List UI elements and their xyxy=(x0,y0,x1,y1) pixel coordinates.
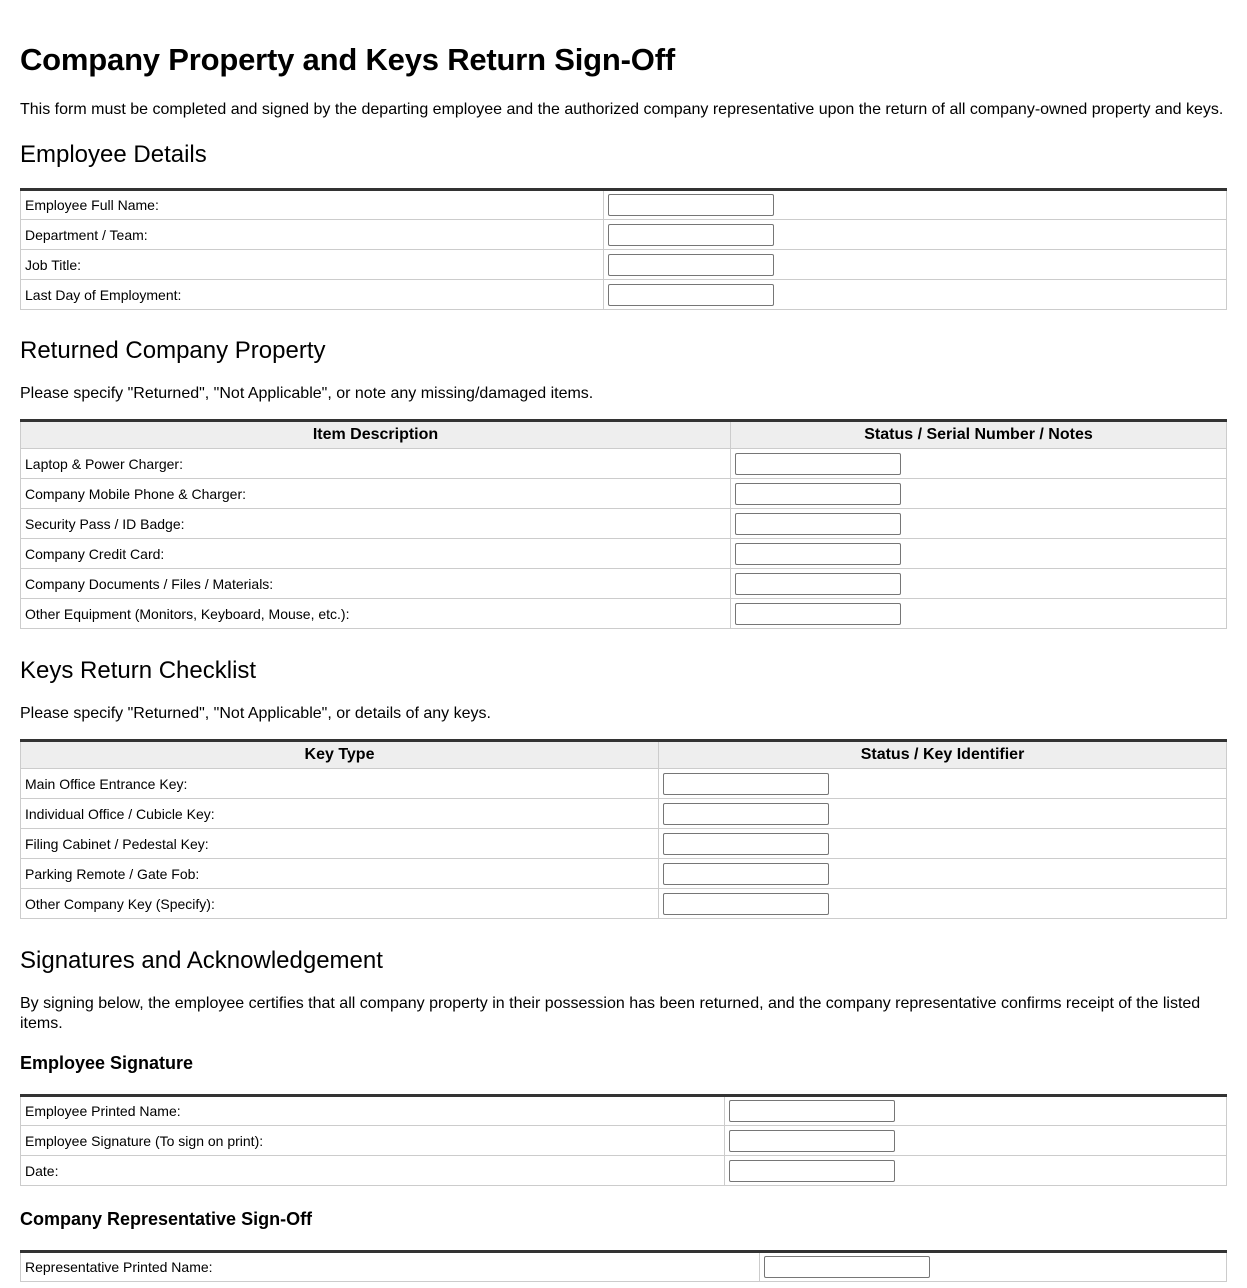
table-row xyxy=(21,220,1227,250)
credit-card-label: Company Credit Card: xyxy=(21,539,731,569)
table-row xyxy=(21,889,1227,919)
credit-card-status-input[interactable] xyxy=(735,543,901,565)
mobile-phone-label: Company Mobile Phone & Charger: xyxy=(21,479,731,509)
filing-cabinet-key-label: Filing Cabinet / Pedestal Key: xyxy=(21,829,659,859)
employee-printed-name-label: Employee Printed Name: xyxy=(21,1096,725,1126)
last-day-input[interactable] xyxy=(608,284,774,306)
table-row xyxy=(21,509,1227,539)
main-office-key-input[interactable] xyxy=(663,773,829,795)
employee-signature-label: Employee Signature (To sign on print): xyxy=(21,1126,725,1156)
other-equipment-status-input[interactable] xyxy=(735,603,901,625)
table-row xyxy=(21,1096,1227,1126)
representative-signoff-table xyxy=(20,1250,1227,1282)
property-note: Please specify "Returned", "Not Applicable", or note any missing/damaged items. xyxy=(20,385,594,402)
page-title: Company Property and Keys Return Sign-Off xyxy=(20,42,675,77)
property-table xyxy=(20,419,1227,629)
mobile-phone-status-input[interactable] xyxy=(735,483,901,505)
representative-printed-name-input[interactable] xyxy=(764,1256,930,1278)
job-title-input[interactable] xyxy=(608,254,774,276)
laptop-status-input[interactable] xyxy=(735,453,901,475)
job-title-label: Job Title: xyxy=(21,250,604,280)
employee-signature-heading: Employee Signature xyxy=(20,1053,194,1073)
table-row xyxy=(21,799,1227,829)
parking-remote-input[interactable] xyxy=(663,863,829,885)
table-row xyxy=(21,569,1227,599)
other-key-label: Other Company Key (Specify): xyxy=(21,889,659,919)
main-office-key-label: Main Office Entrance Key: xyxy=(21,769,659,799)
department-label: Department / Team: xyxy=(21,220,604,250)
laptop-label: Laptop & Power Charger: xyxy=(21,449,731,479)
keys-note: Please specify "Returned", "Not Applicable", or details of any keys. xyxy=(20,705,491,722)
table-row xyxy=(21,449,1227,479)
office-cubicle-key-label: Individual Office / Cubicle Key: xyxy=(21,799,659,829)
employee-name-label: Employee Full Name: xyxy=(21,190,604,220)
last-day-label: Last Day of Employment: xyxy=(21,280,604,310)
documents-label: Company Documents / Files / Materials: xyxy=(21,569,731,599)
table-row xyxy=(21,859,1227,889)
other-key-input[interactable] xyxy=(663,893,829,915)
property-heading: Returned Company Property xyxy=(20,337,326,364)
department-input[interactable] xyxy=(608,224,774,246)
representative-printed-name-label: Representative Printed Name: xyxy=(21,1252,760,1282)
representative-signoff-heading: Company Representative Sign-Off xyxy=(20,1209,313,1229)
employee-signature-input[interactable] xyxy=(729,1130,895,1152)
table-row xyxy=(21,769,1227,799)
signatures-heading: Signatures and Acknowledgement xyxy=(20,947,383,974)
employee-printed-name-input[interactable] xyxy=(729,1100,895,1122)
table-row xyxy=(21,599,1227,629)
security-pass-status-input[interactable] xyxy=(735,513,901,535)
employee-details-table xyxy=(20,188,1227,310)
table-header-row xyxy=(21,421,1227,449)
table-row xyxy=(21,829,1227,859)
table-row xyxy=(21,280,1227,310)
other-equipment-label: Other Equipment (Monitors, Keyboard, Mouse, etc.): xyxy=(21,599,731,629)
employee-signature-table xyxy=(20,1094,1227,1186)
security-pass-label: Security Pass / ID Badge: xyxy=(21,509,731,539)
office-cubicle-key-input[interactable] xyxy=(663,803,829,825)
table-row xyxy=(21,1126,1227,1156)
table-row xyxy=(21,190,1227,220)
table-row xyxy=(21,539,1227,569)
signatures-text: By signing below, the employee certifies that all company property in their possession has been returned, and the company representative confirms receipt of the listed items. xyxy=(20,995,1201,1032)
table-row xyxy=(21,250,1227,280)
table-header-row xyxy=(21,741,1227,769)
key-type-header: Key Type xyxy=(21,741,659,769)
employee-name-input[interactable] xyxy=(608,194,774,216)
key-status-header: Status / Key Identifier xyxy=(659,741,1227,769)
parking-remote-label: Parking Remote / Gate Fob: xyxy=(21,859,659,889)
filing-cabinet-key-input[interactable] xyxy=(663,833,829,855)
status-serial-notes-header: Status / Serial Number / Notes xyxy=(731,421,1227,449)
documents-status-input[interactable] xyxy=(735,573,901,595)
keys-table xyxy=(20,739,1227,919)
keys-heading: Keys Return Checklist xyxy=(20,657,257,684)
employee-date-label: Date: xyxy=(21,1156,725,1186)
item-description-header: Item Description xyxy=(21,421,731,449)
employee-date-input[interactable] xyxy=(729,1160,895,1182)
table-row xyxy=(21,479,1227,509)
table-row xyxy=(21,1252,1227,1282)
table-row xyxy=(21,1156,1227,1186)
intro-text: This form must be completed and signed by the departing employee and the authorized company representative upon the return of all company-owned property and keys. xyxy=(20,101,1224,118)
employee-details-heading: Employee Details xyxy=(20,141,207,168)
